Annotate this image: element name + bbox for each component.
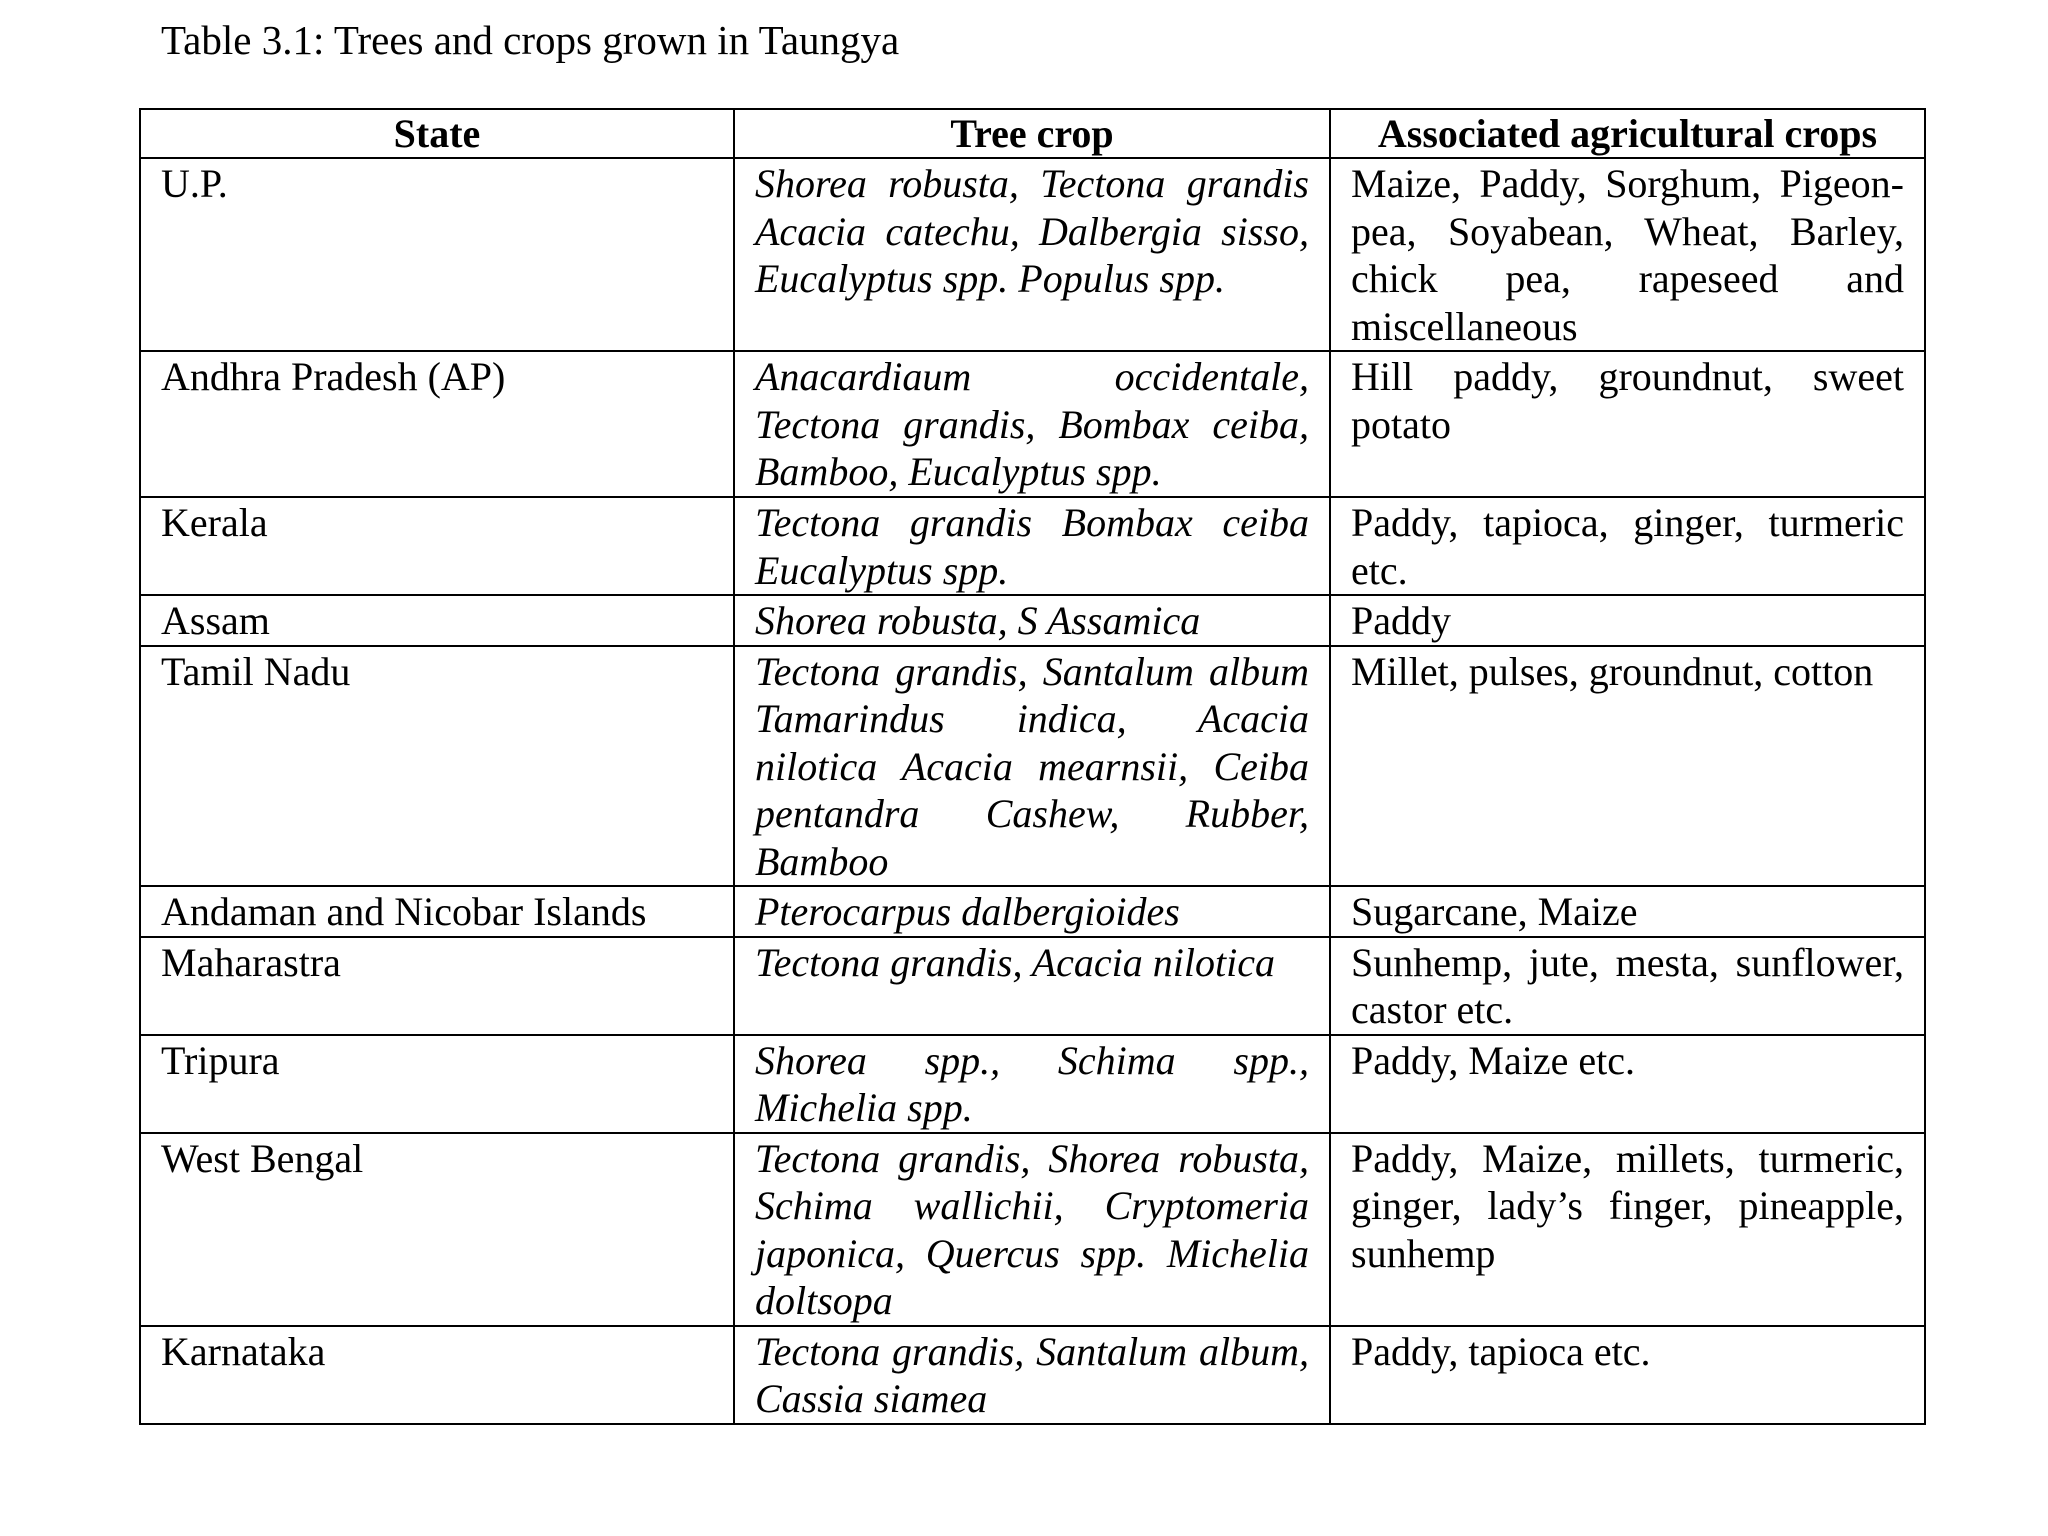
tree-crop-cell: Shorea spp., Schima spp., Michelia spp. [734, 1035, 1330, 1133]
table-caption: Table 3.1: Trees and crops grown in Taungya [161, 17, 900, 63]
tree-crop-cell: Tectona grandis, Acacia nilotica [734, 937, 1330, 1035]
table-row [140, 937, 1925, 1035]
state-cell: Tamil Nadu [140, 646, 734, 887]
state-cell: U.P. [140, 158, 734, 351]
state-cell: Tripura [140, 1035, 734, 1133]
tree-crop-cell: Tectona grandis, Santalum album Tamarindus indica, Acacia nilotica Acacia mearnsii, Ceiba pentandra Cashew, Rubber, Bamboo [734, 646, 1330, 887]
table-header [140, 109, 1925, 158]
table-row [140, 595, 1925, 646]
agricultural-crops-cell: Paddy, tapioca etc. [1330, 1326, 1925, 1424]
taungya-crops-table [139, 108, 1926, 1425]
tree-crop-cell: Pterocarpus dalbergioides [734, 886, 1330, 937]
agricultural-crops-cell: Sunhemp, jute, mesta, sunflower, castor etc. [1330, 937, 1925, 1035]
state-cell: Assam [140, 595, 734, 646]
tree-crop-cell: Shorea robusta, Tectona grandis Acacia catechu, Dalbergia sisso, Eucalyptus spp. Populus spp. [734, 158, 1330, 351]
state-cell: West Bengal [140, 1133, 734, 1326]
state-cell: Andhra Pradesh (AP) [140, 351, 734, 497]
header-agricultural-crops: Associated agricultural crops [1330, 109, 1925, 158]
tree-crop-cell: Tectona grandis Bombax ceiba Eucalyptus spp. [734, 497, 1330, 595]
table-row [140, 1133, 1925, 1326]
agricultural-crops-cell: Paddy, tapioca, ginger, turmeric etc. [1330, 497, 1925, 595]
tree-crop-cell: Shorea robusta, S Assamica [734, 595, 1330, 646]
tree-crop-cell: Tectona grandis, Shorea robusta, Schima wallichii, Cryptomeria japonica, Quercus spp. Michelia doltsopa [734, 1133, 1330, 1326]
header-state: State [140, 109, 734, 158]
table-row [140, 646, 1925, 887]
state-cell: Kerala [140, 497, 734, 595]
agricultural-crops-cell: Paddy, Maize, millets, turmeric, ginger, lady’s finger, pineapple, sunhemp [1330, 1133, 1925, 1326]
table-row [140, 497, 1925, 595]
agricultural-crops-cell: Sugarcane, Maize [1330, 886, 1925, 937]
header-row [140, 109, 1925, 158]
state-cell: Karnataka [140, 1326, 734, 1424]
agricultural-crops-cell: Paddy, Maize etc. [1330, 1035, 1925, 1133]
agricultural-crops-cell: Maize, Paddy, Sorghum, Pigeon-pea, Soyabean, Wheat, Barley, chick pea, rapeseed and miscellaneous [1330, 158, 1925, 351]
header-tree-crop: Tree crop [734, 109, 1330, 158]
table-row [140, 1035, 1925, 1133]
agricultural-crops-cell: Paddy [1330, 595, 1925, 646]
table-row [140, 351, 1925, 497]
agricultural-crops-cell: Millet, pulses, groundnut, cotton [1330, 646, 1925, 887]
table-row [140, 886, 1925, 937]
table-body [140, 158, 1925, 1424]
state-cell: Maharastra [140, 937, 734, 1035]
state-cell: Andaman and Nicobar Islands [140, 886, 734, 937]
tree-crop-cell: Anacardiaum occidentale, Tectona grandis, Bombax ceiba, Bamboo, Eucalyptus spp. [734, 351, 1330, 497]
table-row [140, 158, 1925, 351]
agricultural-crops-cell: Hill paddy, groundnut, sweet potato [1330, 351, 1925, 497]
table-row [140, 1326, 1925, 1424]
tree-crop-cell: Tectona grandis, Santalum album, Cassia siamea [734, 1326, 1330, 1424]
